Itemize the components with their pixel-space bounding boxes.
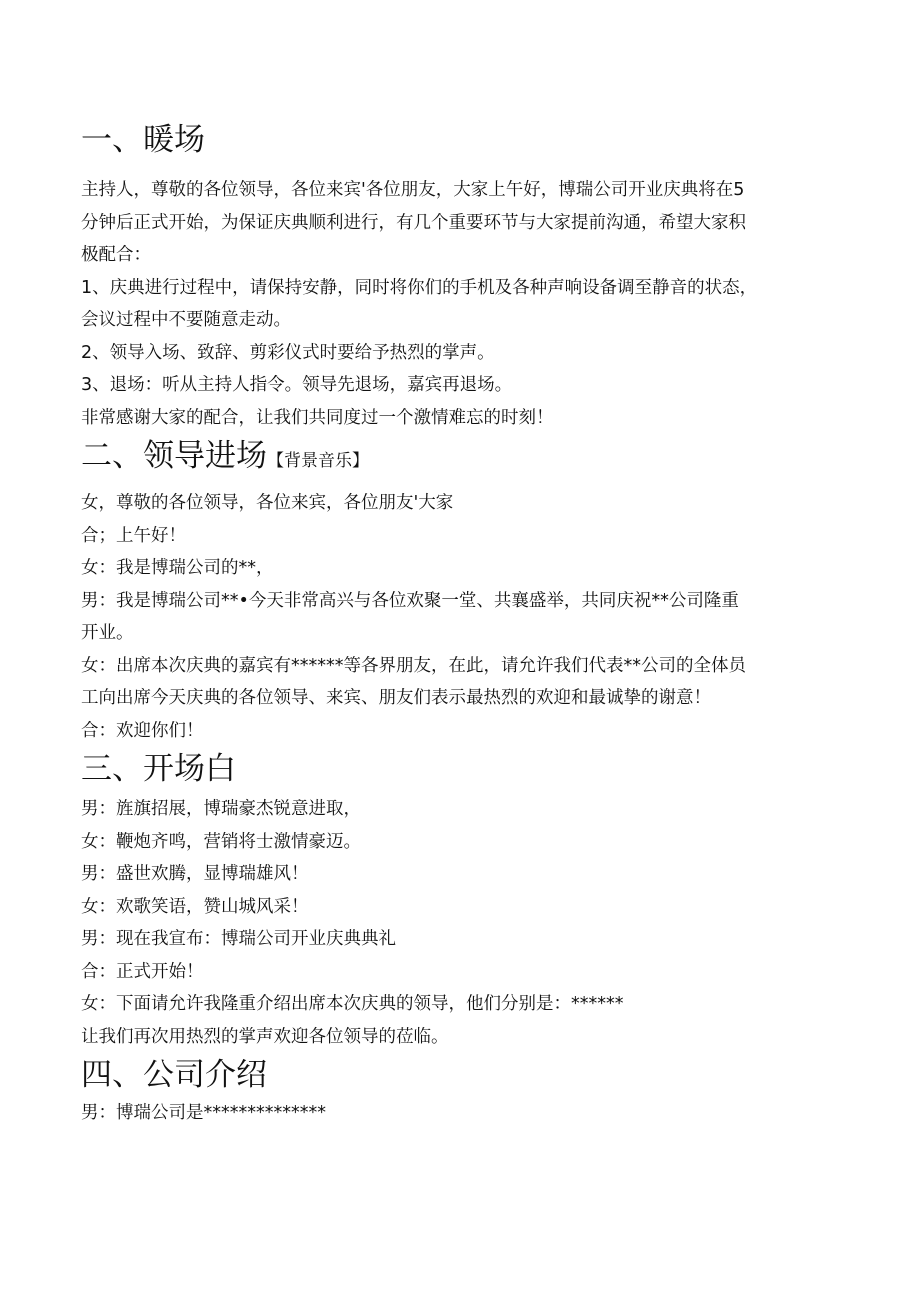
paragraph-line: 合：欢迎你们！ bbox=[81, 720, 204, 741]
paragraph-line: 女：下面请允许我隆重介绍出席本次庆典的领导，他们分别是：****** bbox=[81, 994, 624, 1014]
background-music-note: 【背景音乐】 bbox=[267, 451, 369, 471]
paragraph-line: 女，尊敬的各位领导，各位来宾，各位朋友'大家 bbox=[81, 493, 454, 513]
paragraph-line: 让我们再次用热烈的掌声欢迎各位领导的莅临。 bbox=[81, 1026, 449, 1047]
document-body bbox=[81, 118, 851, 1130]
paragraph-line: 会议过程中不要随意走动。 bbox=[81, 310, 291, 330]
paragraph-line: 男：现在我宣布：博瑞公司开业庆典典礼 bbox=[81, 929, 396, 949]
paragraph-line: 工向出席今天庆典的各位领导、来宾、朋友们表示最热烈的欢迎和最诚挚的谢意！ bbox=[81, 688, 711, 708]
section-body-company-intro bbox=[81, 1097, 851, 1130]
paragraph-line: 男：盛世欢腾，显博瑞雄风！ bbox=[81, 864, 309, 884]
paragraph-line: 男：我是博瑞公司**•今天非常高兴与各位欢聚一堂、共襄盛举，共同庆祝**公司隆重 bbox=[81, 590, 739, 611]
paragraph-line: 合：正式开始！ bbox=[81, 961, 204, 982]
paragraph-line: 男：博瑞公司是************** bbox=[81, 1103, 326, 1123]
paragraph-line: 极配合： bbox=[81, 245, 151, 265]
section-body-leaders-entry bbox=[81, 487, 851, 747]
paragraph-line: 非常感谢大家的配合，让我们共同度过一个激情难忘的时刻！ bbox=[81, 407, 554, 428]
paragraph-line: 1、庆典进行过程中，请保持安静，同时将你们的手机及各种声响设备调至静音的状态， bbox=[81, 277, 758, 298]
paragraph-line: 2、领导入场、致辞、剪彩仪式时要给予热烈的掌声。 bbox=[81, 342, 495, 363]
section-heading-company-intro: 四、公司介绍 bbox=[81, 1057, 267, 1093]
paragraph-line: 3、退场：听从主持人指令。领导先退场，嘉宾再退场。 bbox=[81, 375, 513, 395]
section-heading-warmup: 一、暖场 bbox=[81, 122, 205, 158]
paragraph-line: 女：鞭炮齐鸣，营销将士激情豪迈。 bbox=[81, 831, 361, 852]
section-body-warmup bbox=[81, 174, 851, 434]
paragraph-line: 分钟后正式开始，为保证庆典顺利进行，有几个重要环节与大家提前沟通，希望大家积 bbox=[81, 212, 746, 233]
section-heading-opening: 三、开场白 bbox=[81, 751, 236, 787]
paragraph-line: 女：我是博瑞公司的**， bbox=[81, 558, 274, 578]
section-heading-leaders-entry bbox=[81, 434, 851, 478]
section-body-opening bbox=[81, 793, 851, 1053]
section-title: 二、领导进场 bbox=[81, 438, 267, 474]
paragraph-line: 合；上午好！ bbox=[81, 525, 186, 546]
paragraph-line: 开业。 bbox=[81, 623, 134, 643]
paragraph-line: 主持人，尊敬的各位领导，各位来宾'各位朋友，大家上午好，博瑞公司开业庆典将在5 bbox=[81, 180, 745, 200]
paragraph-line: 女：欢歌笑语，赞山城风采！ bbox=[81, 896, 309, 917]
paragraph-line: 女：出席本次庆典的嘉宾有******等各界朋友，在此，请允许我们代表**公司的全体员 bbox=[81, 655, 746, 676]
paragraph-line: 男：旌旗招展，博瑞豪杰锐意进取， bbox=[81, 799, 361, 819]
